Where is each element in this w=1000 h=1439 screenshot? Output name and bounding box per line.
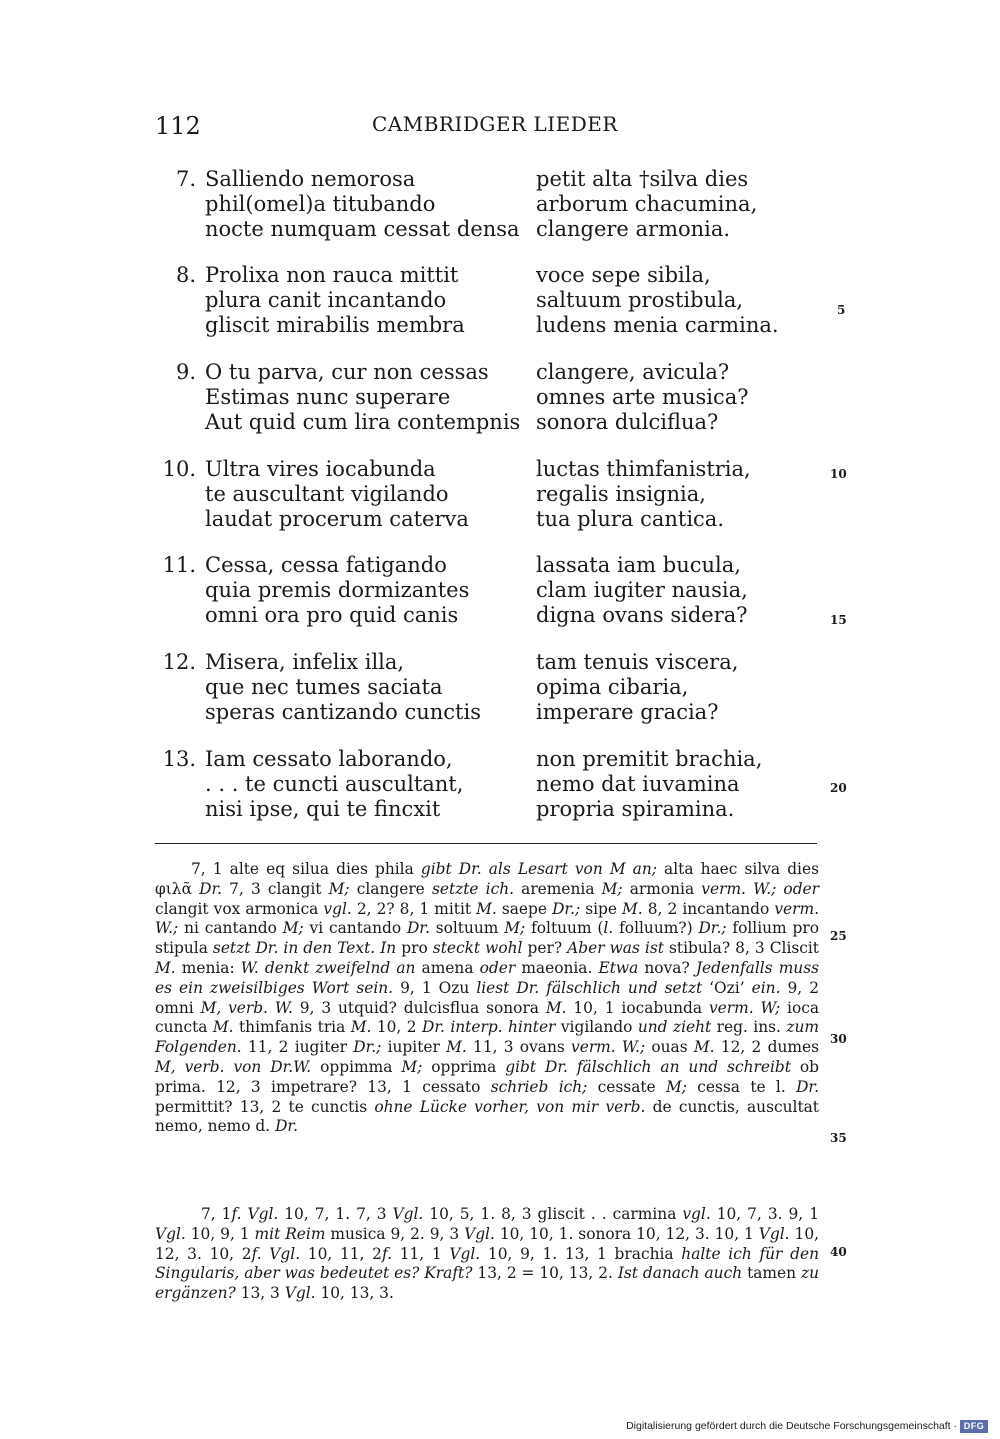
note-segment: M; bbox=[401, 1057, 423, 1076]
digitization-credit bbox=[626, 1418, 988, 1434]
margin-line-number: 35 bbox=[830, 1131, 847, 1145]
stanza-7 bbox=[0, 167, 1000, 247]
parallel-notes bbox=[155, 1205, 819, 1304]
note-segment: verm. W.; bbox=[571, 1038, 646, 1057]
note-segment: M. bbox=[350, 1018, 372, 1037]
credit-text: Digitalisierung gefördert durch die Deutsche Forschungsgemeinschaft · bbox=[626, 1420, 957, 1432]
note-segment: schrieb ich; bbox=[490, 1077, 588, 1096]
note-segment: Vgl. bbox=[284, 1284, 316, 1303]
note-segment: aremenia bbox=[514, 879, 602, 898]
verse-line-right: ludens menia carmina. bbox=[536, 313, 779, 337]
note-segment: f. Vgl. bbox=[251, 1244, 301, 1263]
verse-line-left: . . . te cuncti auscultant, bbox=[205, 772, 464, 796]
note-segment: menia: bbox=[175, 958, 241, 977]
verse-line-left: speras cantizando cunctis bbox=[205, 700, 481, 724]
margin-line-number: 40 bbox=[830, 1245, 847, 1259]
note-segment: M; bbox=[601, 879, 623, 898]
note-segment: 9, 2 omni bbox=[155, 978, 820, 1017]
margin-line-number: 10 bbox=[830, 467, 847, 481]
page-number: 112 bbox=[155, 112, 201, 140]
stanza-9 bbox=[0, 360, 1000, 440]
note-segment: Dr.; bbox=[353, 1038, 382, 1057]
note-segment: vigilando bbox=[555, 1018, 638, 1037]
note-segment: Dr. bbox=[796, 1077, 819, 1096]
note-segment: 10, 2 bbox=[371, 1018, 422, 1037]
verse-line-right: sonora dulciflua? bbox=[536, 410, 719, 434]
note-segment: 12, 2 dumes bbox=[714, 1038, 819, 1057]
note-segment: M. bbox=[545, 998, 567, 1017]
note-segment: setzte ich. bbox=[431, 879, 515, 898]
note-segment: 10, 11, 2 bbox=[300, 1244, 382, 1263]
note-segment: 10, 9, 1 bbox=[185, 1224, 255, 1243]
note-segment: 10, 7, 1. 7, 3 bbox=[278, 1205, 393, 1223]
note-segment: opprima bbox=[422, 1057, 506, 1076]
note-segment: ob prima. 12, 3 impetrare? 13, 1 cessato bbox=[155, 1057, 819, 1096]
stanza-number: 9. bbox=[175, 360, 196, 384]
note-segment: Dr. interp. hinter bbox=[422, 1018, 556, 1037]
note-segment: 9, 1 Ozu bbox=[393, 978, 477, 997]
note-segment: cessate bbox=[587, 1077, 666, 1096]
verse-line-left: Estimas nunc superare bbox=[205, 385, 451, 409]
note-segment: Etwa bbox=[598, 958, 639, 977]
note-segment: und zieht bbox=[637, 1018, 712, 1037]
verse-line-right: clangere, avicula? bbox=[536, 360, 730, 384]
note-segment: Vgl. bbox=[155, 1224, 186, 1243]
note-segment: Ist danach auch bbox=[617, 1264, 743, 1283]
note-segment: stibula? 8, 3 Cliscit bbox=[663, 939, 819, 958]
note-segment: steckt wohl bbox=[432, 939, 523, 958]
note-segment: vi cantando bbox=[303, 919, 407, 938]
stanza-number: 7. bbox=[175, 167, 196, 191]
verse-line-left: Prolixa non rauca mittit bbox=[205, 263, 459, 287]
note-segment: clangere bbox=[349, 879, 432, 898]
verse-line-right: lassata iam bucula, bbox=[536, 553, 741, 577]
note-segment: de cunctis, auscultat nemo, nemo d. bbox=[155, 1097, 819, 1136]
verse-line-left: laudat procerum caterva bbox=[205, 507, 469, 531]
note-segment: ni cantando bbox=[178, 919, 283, 938]
note-segment: 11, 2 iugiter bbox=[241, 1038, 354, 1057]
note-segment: vgl. bbox=[682, 1205, 711, 1223]
stanza-number: 8. bbox=[175, 263, 196, 287]
note-segment: 7, 1 bbox=[201, 1205, 232, 1223]
note-segment: 10, 10, 1. sonora 10, 12, 3. 10, 1 bbox=[494, 1224, 759, 1243]
verse-line-left: quia premis dormizantes bbox=[205, 578, 470, 602]
verse-line-right: clangere armonia. bbox=[536, 217, 731, 241]
verse-line-right: luctas thimfanistria, bbox=[536, 457, 751, 481]
dfg-logo-icon: DFG bbox=[960, 1420, 988, 1433]
note-segment: tamen bbox=[742, 1264, 801, 1283]
verse-line-right: imperare gracia? bbox=[536, 700, 719, 724]
note-segment: M. bbox=[693, 1038, 715, 1057]
note-segment: folluum?) bbox=[613, 919, 699, 938]
note-segment: zum Folgenden. bbox=[155, 1018, 819, 1057]
note-segment: 11, 3 ovans bbox=[466, 1038, 572, 1057]
stanza-8 bbox=[0, 263, 1000, 343]
note-segment: 10, 9, 1. 13, 1 brachia bbox=[480, 1244, 682, 1263]
note-segment: W. denkt zweifelnd an bbox=[240, 958, 416, 977]
verse-line-right: regalis insignia, bbox=[536, 482, 706, 506]
verse-line-left: gliscit mirabilis membra bbox=[205, 313, 465, 337]
note-segment: M; bbox=[282, 919, 304, 938]
note-segment: reg. ins. bbox=[711, 1018, 787, 1037]
note-segment: M. bbox=[622, 899, 643, 918]
note-segment: 2, 2? 8, 1 mitit bbox=[351, 899, 477, 918]
note-segment: M. bbox=[212, 1018, 234, 1037]
margin-line-number: 15 bbox=[830, 613, 847, 627]
note-segment: ein. bbox=[751, 978, 781, 997]
note-segment: l. bbox=[603, 919, 614, 938]
note-segment: 10, 1 iocabunda bbox=[566, 998, 709, 1017]
note-segment: M, verb. W. bbox=[200, 998, 293, 1017]
verse-line-left: Salliendo nemorosa bbox=[205, 167, 416, 191]
stanza-number: 13. bbox=[162, 747, 196, 771]
note-segment: f. Vgl. bbox=[231, 1205, 279, 1223]
verse-line-left: Ultra vires iocabunda bbox=[205, 457, 436, 481]
note-segment: 7, 3 clangit bbox=[222, 879, 329, 898]
note-segment: Dr. bbox=[275, 1117, 298, 1136]
note-segment: ohne Lücke vorher, von mir verb. bbox=[374, 1097, 646, 1116]
verse-line-left: O tu parva, cur non cessas bbox=[205, 360, 489, 384]
note-segment: Aber was ist bbox=[567, 939, 664, 958]
stanza-number: 12. bbox=[162, 650, 196, 674]
verse-line-left: Aut quid cum lira contempnis bbox=[205, 410, 521, 434]
note-segment: setzt Dr. in den Text. In bbox=[212, 939, 397, 958]
verse-line-left: omni ora pro quid canis bbox=[205, 603, 459, 627]
stanza-12 bbox=[0, 650, 1000, 730]
note-segment: gibt Dr. als Lesart von M an; bbox=[420, 860, 657, 878]
note-segment: ‘Ozi’ bbox=[702, 978, 752, 997]
note-segment: M. bbox=[155, 958, 176, 977]
note-segment: 7, 1 alte eq silua dies phila bbox=[191, 860, 421, 878]
note-segment: 10, 7, 3. 9, 1 bbox=[710, 1205, 819, 1223]
note-segment: 13, 3 bbox=[235, 1284, 285, 1303]
verse-line-left: te auscultant vigilando bbox=[205, 482, 449, 506]
verse-line-right: tam tenuis viscera, bbox=[536, 650, 739, 674]
note-segment: Dr.; bbox=[698, 919, 727, 938]
verse-line-left: que nec tumes saciata bbox=[205, 675, 443, 699]
running-title: CAMBRIDGER LIEDER bbox=[372, 112, 618, 136]
note-segment: Vgl. bbox=[449, 1244, 481, 1263]
verse-line-left: plura canit incantando bbox=[205, 288, 447, 312]
note-segment: 9, 3 utquid? dulcisflua sonora bbox=[292, 998, 546, 1017]
note-segment: clangit vox armonica bbox=[155, 899, 324, 918]
verse-line-left: nisi ipse, qui te fincxit bbox=[205, 797, 441, 821]
verse-line-right: propria spiramina. bbox=[536, 797, 735, 821]
note-segment: 11, 1 bbox=[392, 1244, 450, 1263]
note-segment: Vgl. bbox=[758, 1224, 790, 1243]
verse-line-left: phil(omel)a titubando bbox=[205, 192, 436, 216]
note-segment: verm. W; bbox=[708, 998, 781, 1017]
verse-line-left: nocte numquam cessat densa bbox=[205, 217, 520, 241]
note-segment: gibt Dr. fälschlich an und schreibt bbox=[505, 1057, 791, 1076]
note-segment: verm. W.; oder bbox=[701, 879, 820, 898]
verse-line-right: omnes arte musica? bbox=[536, 385, 749, 409]
verse-line-right: arborum chacumina, bbox=[536, 192, 758, 216]
note-segment: 10, 12, 3. 10, 2 bbox=[155, 1224, 820, 1263]
note-segment: zu ergänzen? bbox=[155, 1264, 820, 1303]
note-segment: 13, 2 = 10, 13, 2. bbox=[472, 1264, 618, 1283]
note-segment: ioca cuncta bbox=[155, 998, 820, 1037]
margin-line-number: 20 bbox=[830, 781, 847, 795]
margin-line-number: 25 bbox=[830, 929, 847, 943]
verse-line-right: digna ovans sidera? bbox=[536, 603, 748, 627]
note-segment: soltuum bbox=[429, 919, 505, 938]
verse-line-right: opima cibaria, bbox=[536, 675, 689, 699]
note-segment: verm. W.; bbox=[155, 899, 819, 938]
verse-line-right: non premitit brachia, bbox=[536, 747, 763, 771]
margin-line-number: 5 bbox=[837, 303, 846, 317]
note-segment: M; bbox=[504, 919, 526, 938]
note-segment: mit Reim bbox=[254, 1224, 326, 1243]
note-segment: follium pro stipula bbox=[155, 919, 819, 958]
note-segment: ouas bbox=[645, 1038, 694, 1057]
note-segment: permittit? 13, 2 te cunctis bbox=[155, 1097, 375, 1116]
verse-line-right: clam iugiter nausia, bbox=[536, 578, 748, 602]
verse-line-right: voce sepe sibila, bbox=[536, 263, 711, 287]
note-segment: oder bbox=[479, 958, 516, 977]
verse-line-right: saltuum prostibula, bbox=[536, 288, 744, 312]
page-header bbox=[0, 112, 1000, 142]
stanza-13 bbox=[0, 747, 1000, 827]
note-segment: nova? bbox=[638, 958, 696, 977]
margin-line-number: 30 bbox=[830, 1032, 847, 1046]
note-segment: Dr. bbox=[199, 879, 223, 898]
critical-apparatus bbox=[155, 860, 819, 1137]
note-segment: maeonia. bbox=[515, 958, 599, 977]
note-segment: foltuum ( bbox=[525, 919, 604, 938]
note-segment: Dr. bbox=[406, 919, 430, 938]
note-segment: 10, 13, 3. bbox=[315, 1284, 394, 1303]
note-segment: f. bbox=[381, 1244, 393, 1263]
note-segment: M. bbox=[446, 1038, 467, 1057]
verse-line-right: nemo dat iuvamina bbox=[536, 772, 740, 796]
note-segment: 8, 2 incantando bbox=[642, 899, 775, 918]
note-segment: M; bbox=[328, 879, 350, 898]
verse-line-left: Cessa, cessa fatigando bbox=[205, 553, 447, 577]
note-segment: Vgl. bbox=[464, 1224, 495, 1243]
note-segment: Vgl. bbox=[392, 1205, 424, 1223]
stanza-number: 10. bbox=[162, 457, 196, 481]
note-segment: 10, 5, 1. 8, 3 gliscit . . carmina bbox=[423, 1205, 683, 1223]
note-segment: iupiter bbox=[381, 1038, 447, 1057]
stanza-number: 11. bbox=[162, 553, 196, 577]
footnote-divider bbox=[155, 843, 817, 844]
verse-line-right: tua plura cantica. bbox=[536, 507, 724, 531]
stanza-11 bbox=[0, 553, 1000, 633]
note-segment: thimfanis tria bbox=[233, 1018, 351, 1037]
verse-line-right: petit alta †silva dies bbox=[536, 167, 749, 191]
note-segment: halte ich für den Singularis, aber was bedeutet es? Kraft? bbox=[155, 1244, 819, 1283]
note-segment: M; bbox=[666, 1077, 687, 1096]
note-segment: alta haec silva dies φιλᾶ bbox=[155, 860, 819, 898]
note-segment: Dr.; bbox=[552, 899, 581, 918]
verse-line-left: Misera, infelix illa, bbox=[205, 650, 405, 674]
note-segment: oppimma bbox=[311, 1057, 402, 1076]
note-segment: Jedenfalls muss es ein zweisilbiges Wort sein. bbox=[155, 958, 819, 997]
note-segment: per? bbox=[522, 939, 568, 958]
verse-line-left: Iam cessato laborando, bbox=[205, 747, 453, 771]
note-segment: saepe bbox=[496, 899, 553, 918]
note-segment: pro bbox=[396, 939, 433, 958]
note-segment: liest Dr. fälschlich und setzt bbox=[476, 978, 703, 997]
note-segment: musica 9, 2. 9, 3 bbox=[325, 1224, 465, 1243]
note-segment: M, verb. von Dr.W. bbox=[155, 1057, 312, 1076]
note-segment: M. bbox=[476, 899, 497, 918]
note-segment: cessa te l. bbox=[686, 1077, 797, 1096]
note-segment: vgl. bbox=[323, 899, 352, 918]
note-segment: amena bbox=[415, 958, 480, 977]
note-segment: sipe bbox=[580, 899, 623, 918]
note-segment: armonia bbox=[622, 879, 702, 898]
stanza-10 bbox=[0, 457, 1000, 537]
